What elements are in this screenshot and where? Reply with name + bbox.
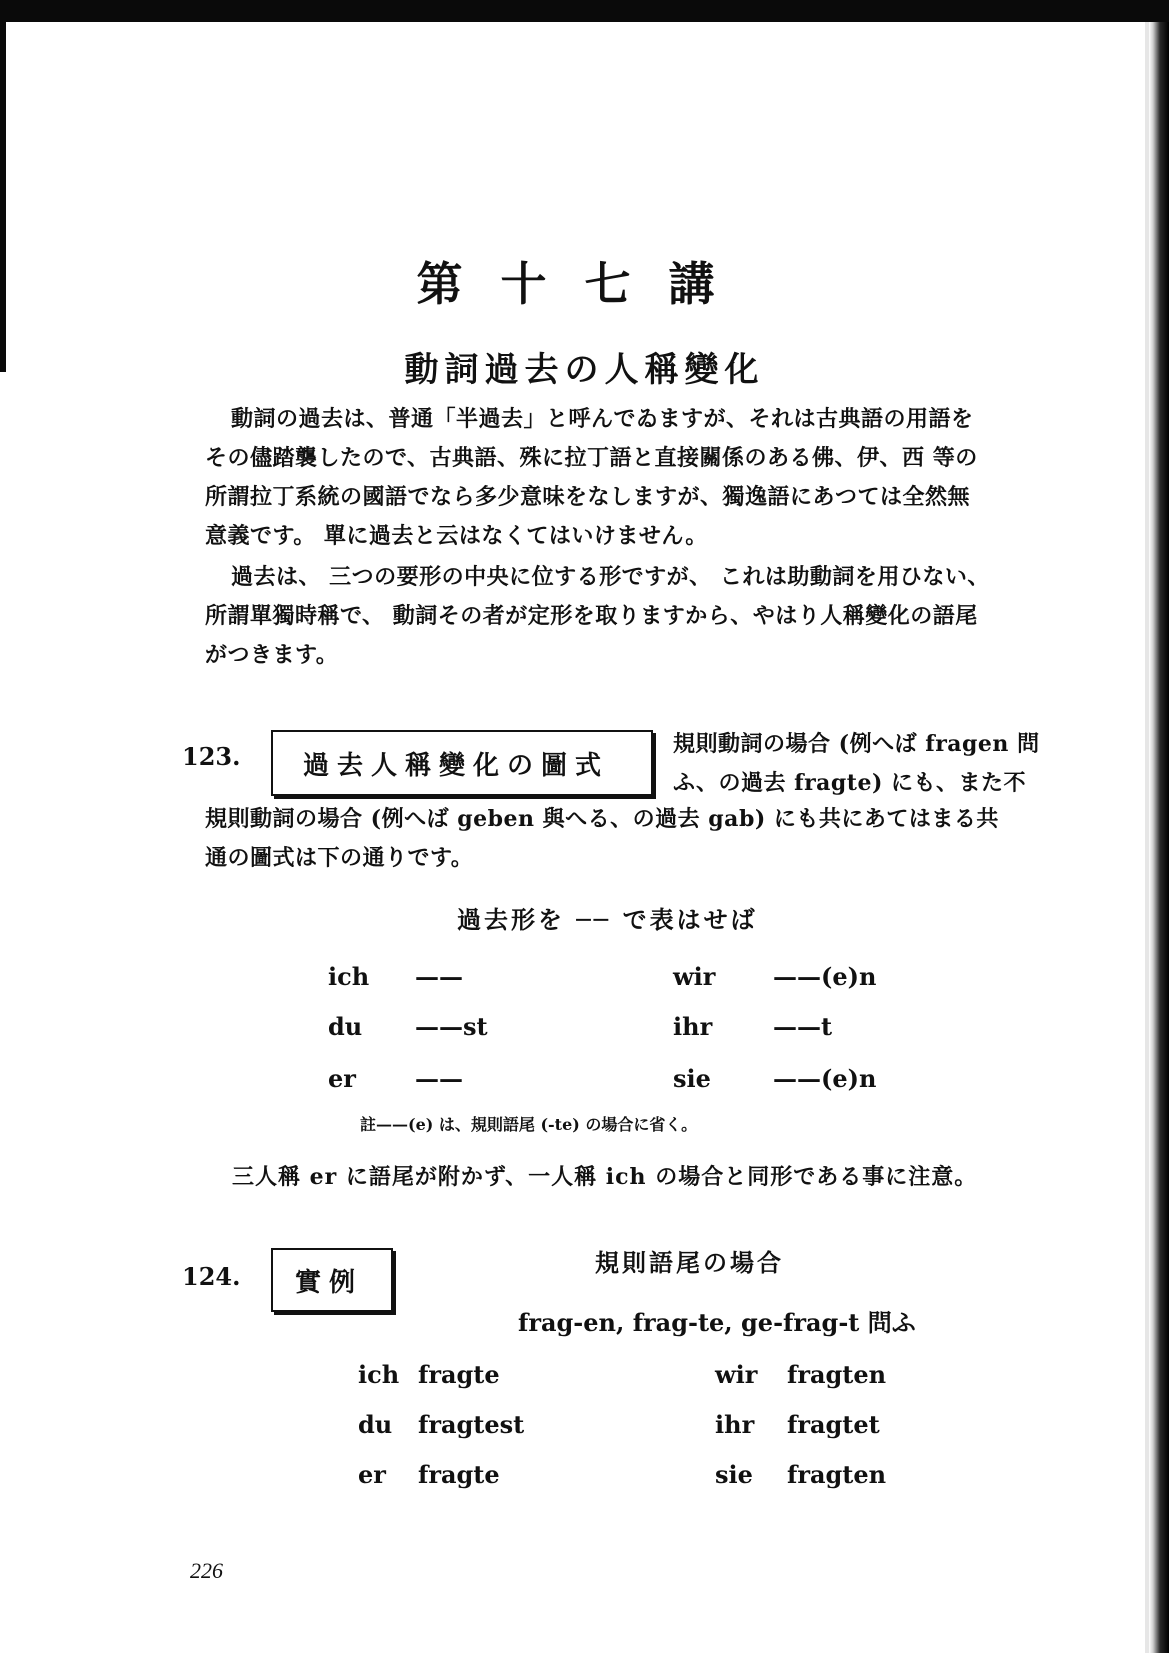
intro-paragraph-1 xyxy=(205,400,1053,556)
page-number: 226 xyxy=(190,1558,223,1583)
conj-pronoun: du xyxy=(358,1410,393,1439)
conj-form: fragtest xyxy=(418,1410,525,1439)
verb-principal-parts: frag-en, frag-te, ge-frag-t 問ふ xyxy=(518,1308,916,1337)
schema-remark: 三人稱 er に語尾が附かず、一人稱 ich の場合と同形である事に注意。 xyxy=(232,1164,978,1190)
schema-ending: ——(e)n xyxy=(773,962,877,991)
schema-pronoun: ihr xyxy=(673,1012,713,1041)
text-line: ふ、の過去 fragte) にも、また不 xyxy=(673,770,1027,796)
text-line: その儘踏襲したので、古典語、殊に拉丁語と直接關係のある佛、伊、西 等の xyxy=(205,445,978,471)
text-line: がつきます。 xyxy=(205,642,339,668)
section-123-text-full xyxy=(205,800,1053,878)
schema-ending: —— xyxy=(415,962,463,991)
text-line: 通の圖式は下の通りです。 xyxy=(205,845,474,871)
schema-note: 註——(e) は、規則語尾 (-te) の場合に省く。 xyxy=(360,1115,698,1134)
scan-border-top xyxy=(0,0,1169,22)
section-123-title-box xyxy=(271,730,653,796)
schema-ending: ——t xyxy=(773,1012,833,1041)
conj-pronoun: ich xyxy=(358,1360,400,1389)
text-line: 動詞の過去は、普通「半過去」と呼んでゐますが、それは古典語の用語を xyxy=(231,406,974,432)
conj-pronoun: wir xyxy=(715,1360,758,1389)
schema-pronoun: du xyxy=(328,1012,363,1041)
conj-form: fragte xyxy=(418,1360,500,1389)
text-line: 所謂單獨時稱で、 動詞その者が定形を取りますから、やはり人稱變化の語尾 xyxy=(205,603,978,629)
conj-pronoun: er xyxy=(358,1460,386,1489)
schema-ending: —— xyxy=(415,1064,463,1093)
schema-pronoun: sie xyxy=(673,1064,711,1093)
text-line: 規則動詞の場合 (例へば geben 與へる、の過去 gab) にも共にあてはまる共 xyxy=(205,806,999,832)
text-line: 規則動詞の場合 (例へば fragen 問 xyxy=(673,731,1040,757)
section-123-text-right xyxy=(673,725,1058,803)
schema-pronoun: er xyxy=(328,1064,356,1093)
conj-pronoun: ihr xyxy=(715,1410,755,1439)
chapter-subtitle: 動詞過去の人稱變化 xyxy=(404,350,765,390)
section-number-123: 123. xyxy=(182,742,241,771)
conj-form: fragten xyxy=(787,1460,887,1489)
scan-border-left xyxy=(0,22,6,372)
text-line: 意義です。 單に過去と云はなくてはいけません。 xyxy=(205,523,708,549)
conj-form: fragtet xyxy=(787,1410,880,1439)
intro-paragraph-2 xyxy=(205,558,1053,675)
conj-form: fragte xyxy=(418,1460,500,1489)
chapter-title: 第十七講 xyxy=(416,257,753,311)
section-123-title: 過去人稱變化の圖式 xyxy=(303,751,610,781)
schema-pronoun: ich xyxy=(328,962,370,991)
conj-form: fragten xyxy=(787,1360,887,1389)
section-124-heading: 規則語尾の場合 xyxy=(595,1248,784,1277)
text-line: 過去は、 三つの要形の中央に位する形ですが、 これは助動詞を用ひない、 xyxy=(231,564,990,590)
text-line: 所謂拉丁系統の國語でなら多少意味をなしますが、獨逸語にあつては全然無 xyxy=(205,484,971,510)
section-124-title: 實例 xyxy=(295,1268,364,1298)
section-124-title-box xyxy=(271,1248,393,1312)
conj-pronoun: sie xyxy=(715,1460,753,1489)
schema-ending: ——(e)n xyxy=(773,1064,877,1093)
schema-pronoun: wir xyxy=(673,962,716,991)
schema-heading: 過去形を ── で表はせば xyxy=(457,905,758,934)
section-number-124: 124. xyxy=(182,1262,241,1291)
schema-ending: ——st xyxy=(415,1012,488,1041)
